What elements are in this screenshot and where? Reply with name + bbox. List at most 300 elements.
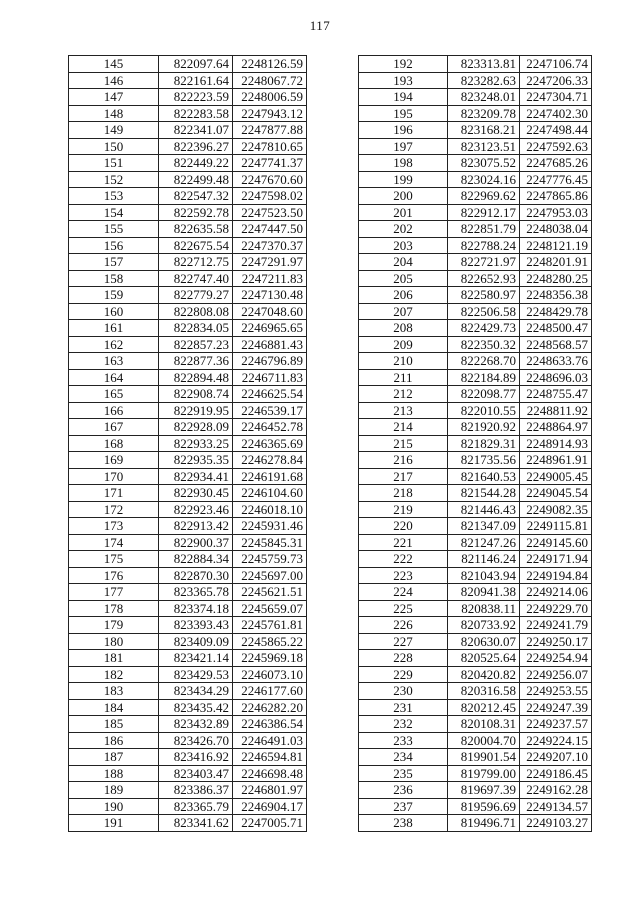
y-coordinate-cell: 2246386.54	[233, 716, 307, 733]
y-coordinate-cell: 2247741.37	[233, 155, 307, 172]
x-coordinate-cell: 823168.21	[448, 122, 520, 139]
x-coordinate-cell: 823393.43	[159, 617, 233, 634]
y-coordinate-cell: 2246018.10	[233, 501, 307, 518]
table-row	[69, 105, 307, 122]
x-coordinate-cell: 823409.09	[159, 633, 233, 650]
point-number-cell: 194	[359, 89, 448, 106]
table-row	[359, 204, 592, 221]
y-coordinate-cell: 2245761.81	[233, 617, 307, 634]
point-number-cell: 226	[359, 617, 448, 634]
point-number-cell: 170	[69, 468, 159, 485]
table-row	[69, 72, 307, 89]
table-row	[69, 56, 307, 73]
point-number-cell: 207	[359, 303, 448, 320]
x-coordinate-cell: 822580.97	[448, 287, 520, 304]
x-coordinate-cell: 822635.58	[159, 221, 233, 238]
table-row	[69, 353, 307, 370]
point-number-cell: 184	[69, 699, 159, 716]
point-number-cell: 193	[359, 72, 448, 89]
table-row	[359, 138, 592, 155]
table-row	[69, 89, 307, 106]
point-number-cell: 216	[359, 452, 448, 469]
table-row	[69, 732, 307, 749]
x-coordinate-cell: 822969.62	[448, 188, 520, 205]
y-coordinate-cell: 2245931.46	[233, 518, 307, 535]
x-coordinate-cell: 822547.32	[159, 188, 233, 205]
x-coordinate-cell: 819496.71	[448, 815, 520, 832]
table-row	[69, 600, 307, 617]
y-coordinate-cell: 2246491.03	[233, 732, 307, 749]
point-number-cell: 163	[69, 353, 159, 370]
table-row	[69, 386, 307, 403]
y-coordinate-cell: 2249186.45	[520, 765, 592, 782]
table-row	[69, 815, 307, 832]
y-coordinate-cell: 2247402.30	[520, 105, 592, 122]
y-coordinate-cell: 2245621.51	[233, 584, 307, 601]
point-number-cell: 145	[69, 56, 159, 73]
x-coordinate-cell: 820108.31	[448, 716, 520, 733]
x-coordinate-cell: 822933.25	[159, 435, 233, 452]
table-row	[69, 402, 307, 419]
table-row	[359, 270, 592, 287]
point-number-cell: 213	[359, 402, 448, 419]
point-number-cell: 228	[359, 650, 448, 667]
y-coordinate-cell: 2245759.73	[233, 551, 307, 568]
x-coordinate-cell: 821247.26	[448, 534, 520, 551]
point-number-cell: 203	[359, 237, 448, 254]
y-coordinate-cell: 2249256.07	[520, 666, 592, 683]
point-number-cell: 169	[69, 452, 159, 469]
point-number-cell: 212	[359, 386, 448, 403]
point-number-cell: 160	[69, 303, 159, 320]
y-coordinate-cell: 2246881.43	[233, 336, 307, 353]
point-number-cell: 159	[69, 287, 159, 304]
table-row	[359, 336, 592, 353]
y-coordinate-cell: 2247304.71	[520, 89, 592, 106]
y-coordinate-cell: 2247810.65	[233, 138, 307, 155]
x-coordinate-cell: 822884.34	[159, 551, 233, 568]
table-row	[359, 419, 592, 436]
x-coordinate-cell: 822449.22	[159, 155, 233, 172]
y-coordinate-cell: 2247953.03	[520, 204, 592, 221]
point-number-cell: 232	[359, 716, 448, 733]
table-row	[69, 435, 307, 452]
x-coordinate-cell: 822592.78	[159, 204, 233, 221]
point-number-cell: 208	[359, 320, 448, 337]
y-coordinate-cell: 2248356.38	[520, 287, 592, 304]
point-number-cell: 156	[69, 237, 159, 254]
table-row	[359, 534, 592, 551]
coordinates-table-left	[68, 55, 307, 832]
x-coordinate-cell: 822499.48	[159, 171, 233, 188]
point-number-cell: 151	[69, 155, 159, 172]
point-number-cell: 233	[359, 732, 448, 749]
x-coordinate-cell: 822396.27	[159, 138, 233, 155]
table-row	[359, 782, 592, 799]
x-coordinate-cell: 822870.30	[159, 567, 233, 584]
point-number-cell: 234	[359, 749, 448, 766]
y-coordinate-cell: 2245697.00	[233, 567, 307, 584]
point-number-cell: 165	[69, 386, 159, 403]
point-number-cell: 187	[69, 749, 159, 766]
point-number-cell: 217	[359, 468, 448, 485]
table-row	[69, 303, 307, 320]
table-row	[69, 419, 307, 436]
y-coordinate-cell: 2247206.33	[520, 72, 592, 89]
x-coordinate-cell: 823365.78	[159, 584, 233, 601]
table-row	[69, 765, 307, 782]
y-coordinate-cell: 2248633.76	[520, 353, 592, 370]
point-number-cell: 229	[359, 666, 448, 683]
table-row	[359, 435, 592, 452]
y-coordinate-cell: 2246904.17	[233, 798, 307, 815]
x-coordinate-cell: 820525.64	[448, 650, 520, 667]
x-coordinate-cell: 821640.53	[448, 468, 520, 485]
x-coordinate-cell: 821829.31	[448, 435, 520, 452]
x-coordinate-cell: 822341.07	[159, 122, 233, 139]
table-row	[69, 501, 307, 518]
x-coordinate-cell: 821347.09	[448, 518, 520, 535]
table-row	[359, 650, 592, 667]
y-coordinate-cell: 2247106.74	[520, 56, 592, 73]
table-row	[69, 716, 307, 733]
point-number-cell: 178	[69, 600, 159, 617]
x-coordinate-cell: 822097.64	[159, 56, 233, 73]
table-row	[69, 155, 307, 172]
y-coordinate-cell: 2247670.60	[233, 171, 307, 188]
x-coordinate-cell: 821043.94	[448, 567, 520, 584]
point-number-cell: 211	[359, 369, 448, 386]
table-row	[359, 617, 592, 634]
x-coordinate-cell: 822010.55	[448, 402, 520, 419]
table-row	[69, 122, 307, 139]
x-coordinate-cell: 820838.11	[448, 600, 520, 617]
y-coordinate-cell: 2246452.78	[233, 419, 307, 436]
point-number-cell: 199	[359, 171, 448, 188]
table-row	[359, 485, 592, 502]
y-coordinate-cell: 2246625.54	[233, 386, 307, 403]
point-number-cell: 174	[69, 534, 159, 551]
point-number-cell: 196	[359, 122, 448, 139]
point-number-cell: 186	[69, 732, 159, 749]
table-row	[359, 699, 592, 716]
y-coordinate-cell: 2247447.50	[233, 221, 307, 238]
x-coordinate-cell: 822913.42	[159, 518, 233, 535]
x-coordinate-cell: 821146.24	[448, 551, 520, 568]
table-row	[359, 551, 592, 568]
x-coordinate-cell: 822429.73	[448, 320, 520, 337]
y-coordinate-cell: 2248961.91	[520, 452, 592, 469]
table-row	[69, 699, 307, 716]
y-coordinate-cell: 2246177.60	[233, 683, 307, 700]
x-coordinate-cell: 822652.93	[448, 270, 520, 287]
table-row	[359, 633, 592, 650]
y-coordinate-cell: 2249103.27	[520, 815, 592, 832]
table-row	[359, 815, 592, 832]
table-row	[69, 551, 307, 568]
x-coordinate-cell: 822675.54	[159, 237, 233, 254]
point-number-cell: 209	[359, 336, 448, 353]
point-number-cell: 190	[69, 798, 159, 815]
y-coordinate-cell: 2247211.83	[233, 270, 307, 287]
y-coordinate-cell: 2248696.03	[520, 369, 592, 386]
x-coordinate-cell: 822935.35	[159, 452, 233, 469]
table-row	[359, 518, 592, 535]
x-coordinate-cell: 823282.63	[448, 72, 520, 89]
x-coordinate-cell: 823435.42	[159, 699, 233, 716]
point-number-cell: 230	[359, 683, 448, 700]
table-row	[359, 122, 592, 139]
table-row	[69, 633, 307, 650]
x-coordinate-cell: 823426.70	[159, 732, 233, 749]
y-coordinate-cell: 2245865.22	[233, 633, 307, 650]
table-row	[69, 188, 307, 205]
point-number-cell: 152	[69, 171, 159, 188]
point-number-cell: 223	[359, 567, 448, 584]
y-coordinate-cell: 2247943.12	[233, 105, 307, 122]
point-number-cell: 166	[69, 402, 159, 419]
y-coordinate-cell: 2249162.28	[520, 782, 592, 799]
table-row	[359, 72, 592, 89]
x-coordinate-cell: 822928.09	[159, 419, 233, 436]
page-number: 117	[309, 18, 331, 33]
table-row	[69, 171, 307, 188]
y-coordinate-cell: 2247776.45	[520, 171, 592, 188]
y-coordinate-cell: 2246796.89	[233, 353, 307, 370]
y-coordinate-cell: 2246801.97	[233, 782, 307, 799]
y-coordinate-cell: 2246365.69	[233, 435, 307, 452]
y-coordinate-cell: 2246539.17	[233, 402, 307, 419]
y-coordinate-cell: 2248568.57	[520, 336, 592, 353]
point-number-cell: 198	[359, 155, 448, 172]
point-number-cell: 188	[69, 765, 159, 782]
x-coordinate-cell: 822268.70	[448, 353, 520, 370]
y-coordinate-cell: 2249250.17	[520, 633, 592, 650]
y-coordinate-cell: 2245969.18	[233, 650, 307, 667]
point-number-cell: 168	[69, 435, 159, 452]
x-coordinate-cell: 823421.14	[159, 650, 233, 667]
x-coordinate-cell: 822223.59	[159, 89, 233, 106]
point-number-cell: 205	[359, 270, 448, 287]
x-coordinate-cell: 822506.58	[448, 303, 520, 320]
y-coordinate-cell: 2249237.57	[520, 716, 592, 733]
point-number-cell: 214	[359, 419, 448, 436]
x-coordinate-cell: 822930.45	[159, 485, 233, 502]
y-coordinate-cell: 2248755.47	[520, 386, 592, 403]
point-number-cell: 236	[359, 782, 448, 799]
table-row	[359, 303, 592, 320]
y-coordinate-cell: 2245845.31	[233, 534, 307, 551]
y-coordinate-cell: 2249229.70	[520, 600, 592, 617]
y-coordinate-cell: 2248864.97	[520, 419, 592, 436]
y-coordinate-cell: 2249194.84	[520, 567, 592, 584]
table-row	[359, 386, 592, 403]
point-number-cell: 171	[69, 485, 159, 502]
x-coordinate-cell: 822098.77	[448, 386, 520, 403]
x-coordinate-cell: 823429.53	[159, 666, 233, 683]
table-row	[359, 155, 592, 172]
table-row	[359, 468, 592, 485]
coordinates-table-right	[358, 55, 592, 832]
table-row	[69, 320, 307, 337]
x-coordinate-cell: 823313.81	[448, 56, 520, 73]
x-coordinate-cell: 820316.58	[448, 683, 520, 700]
x-coordinate-cell: 822721.97	[448, 254, 520, 271]
x-coordinate-cell: 820420.82	[448, 666, 520, 683]
y-coordinate-cell: 2246278.84	[233, 452, 307, 469]
table-row	[359, 732, 592, 749]
point-number-cell: 222	[359, 551, 448, 568]
x-coordinate-cell: 823365.79	[159, 798, 233, 815]
x-coordinate-cell: 822894.48	[159, 369, 233, 386]
point-number-cell: 176	[69, 567, 159, 584]
table-body	[359, 56, 592, 832]
x-coordinate-cell: 822350.32	[448, 336, 520, 353]
y-coordinate-cell: 2246698.48	[233, 765, 307, 782]
point-number-cell: 215	[359, 435, 448, 452]
point-number-cell: 202	[359, 221, 448, 238]
table-row	[69, 237, 307, 254]
point-number-cell: 179	[69, 617, 159, 634]
x-coordinate-cell: 823209.78	[448, 105, 520, 122]
table-row	[69, 468, 307, 485]
y-coordinate-cell: 2249247.39	[520, 699, 592, 716]
point-number-cell: 231	[359, 699, 448, 716]
table-row	[359, 600, 592, 617]
x-coordinate-cell: 823374.18	[159, 600, 233, 617]
point-number-cell: 150	[69, 138, 159, 155]
x-coordinate-cell: 820733.92	[448, 617, 520, 634]
y-coordinate-cell: 2249005.45	[520, 468, 592, 485]
y-coordinate-cell: 2247592.63	[520, 138, 592, 155]
y-coordinate-cell: 2247370.37	[233, 237, 307, 254]
y-coordinate-cell: 2247498.44	[520, 122, 592, 139]
x-coordinate-cell: 819901.54	[448, 749, 520, 766]
x-coordinate-cell: 822919.95	[159, 402, 233, 419]
table-row	[69, 567, 307, 584]
table-row	[359, 749, 592, 766]
point-number-cell: 149	[69, 122, 159, 139]
x-coordinate-cell: 822851.79	[448, 221, 520, 238]
y-coordinate-cell: 2247130.48	[233, 287, 307, 304]
x-coordinate-cell: 823403.47	[159, 765, 233, 782]
table-row	[359, 287, 592, 304]
y-coordinate-cell: 2247865.86	[520, 188, 592, 205]
y-coordinate-cell: 2247685.26	[520, 155, 592, 172]
y-coordinate-cell: 2249082.35	[520, 501, 592, 518]
point-number-cell: 210	[359, 353, 448, 370]
y-coordinate-cell: 2249207.10	[520, 749, 592, 766]
table-row	[69, 798, 307, 815]
y-coordinate-cell: 2248121.19	[520, 237, 592, 254]
table-row	[359, 105, 592, 122]
point-number-cell: 183	[69, 683, 159, 700]
table-row	[69, 782, 307, 799]
x-coordinate-cell: 821735.56	[448, 452, 520, 469]
y-coordinate-cell: 2249171.94	[520, 551, 592, 568]
table-row	[69, 369, 307, 386]
y-coordinate-cell: 2248067.72	[233, 72, 307, 89]
x-coordinate-cell: 822283.58	[159, 105, 233, 122]
table-row	[69, 534, 307, 551]
x-coordinate-cell: 820941.38	[448, 584, 520, 601]
x-coordinate-cell: 821446.43	[448, 501, 520, 518]
y-coordinate-cell: 2249145.60	[520, 534, 592, 551]
table-row	[359, 353, 592, 370]
table-row	[359, 798, 592, 815]
point-number-cell: 227	[359, 633, 448, 650]
y-coordinate-cell: 2248500.47	[520, 320, 592, 337]
x-coordinate-cell: 822779.27	[159, 287, 233, 304]
point-number-cell: 147	[69, 89, 159, 106]
point-number-cell: 197	[359, 138, 448, 155]
y-coordinate-cell: 2248006.59	[233, 89, 307, 106]
y-coordinate-cell: 2249254.94	[520, 650, 592, 667]
point-number-cell: 172	[69, 501, 159, 518]
point-number-cell: 221	[359, 534, 448, 551]
y-coordinate-cell: 2248280.25	[520, 270, 592, 287]
point-number-cell: 192	[359, 56, 448, 73]
point-number-cell: 201	[359, 204, 448, 221]
x-coordinate-cell: 823386.37	[159, 782, 233, 799]
x-coordinate-cell: 820630.07	[448, 633, 520, 650]
x-coordinate-cell: 822900.37	[159, 534, 233, 551]
x-coordinate-cell: 822808.08	[159, 303, 233, 320]
point-number-cell: 175	[69, 551, 159, 568]
table-row	[69, 270, 307, 287]
y-coordinate-cell: 2249045.54	[520, 485, 592, 502]
y-coordinate-cell: 2246711.83	[233, 369, 307, 386]
table-row	[359, 221, 592, 238]
y-coordinate-cell: 2246104.60	[233, 485, 307, 502]
y-coordinate-cell: 2247291.97	[233, 254, 307, 271]
y-coordinate-cell: 2248811.92	[520, 402, 592, 419]
point-number-cell: 204	[359, 254, 448, 271]
table-row	[69, 485, 307, 502]
table-row	[359, 567, 592, 584]
table-row	[359, 320, 592, 337]
table-row	[359, 584, 592, 601]
x-coordinate-cell: 822877.36	[159, 353, 233, 370]
x-coordinate-cell: 822934.41	[159, 468, 233, 485]
y-coordinate-cell: 2246594.81	[233, 749, 307, 766]
point-number-cell: 146	[69, 72, 159, 89]
x-coordinate-cell: 823432.89	[159, 716, 233, 733]
point-number-cell: 161	[69, 320, 159, 337]
y-coordinate-cell: 2249253.55	[520, 683, 592, 700]
point-number-cell: 167	[69, 419, 159, 436]
point-number-cell: 200	[359, 188, 448, 205]
table-row	[69, 452, 307, 469]
table-row	[359, 188, 592, 205]
table-row	[69, 336, 307, 353]
x-coordinate-cell: 822747.40	[159, 270, 233, 287]
table-row	[359, 666, 592, 683]
table-row	[359, 402, 592, 419]
point-number-cell: 173	[69, 518, 159, 535]
point-number-cell: 180	[69, 633, 159, 650]
table-row	[69, 683, 307, 700]
y-coordinate-cell: 2248429.78	[520, 303, 592, 320]
table-row	[69, 204, 307, 221]
point-number-cell: 155	[69, 221, 159, 238]
y-coordinate-cell: 2247005.71	[233, 815, 307, 832]
x-coordinate-cell: 822912.17	[448, 204, 520, 221]
x-coordinate-cell: 823416.92	[159, 749, 233, 766]
x-coordinate-cell: 820212.45	[448, 699, 520, 716]
y-coordinate-cell: 2248038.04	[520, 221, 592, 238]
x-coordinate-cell: 822184.89	[448, 369, 520, 386]
